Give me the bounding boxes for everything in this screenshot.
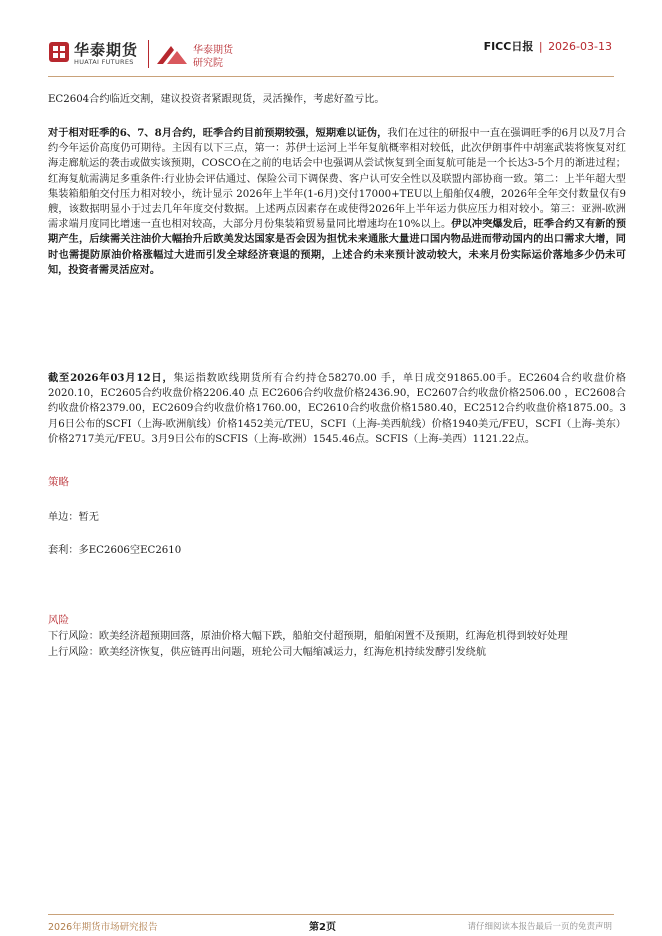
market-data-body: 集运指数欧线期货所有合约持仓58270.00 手，单日成交91865.00手。EC2604合约收盘价格2020.10，EC2605合约收盘价格2206.40 点 EC2606合约收盘价格2436.90，EC2607合约收盘价格2506.00 ，EC2608合约收盘价格2379.00，EC2609合约收盘价格1760.00，EC2610合约收盘价格1580.40，EC2512合约收盘价格1875.00。3月6日公布的SCFI（上海-欧洲航线）价格1452美元/TEU，SCFI（上海-美西航线）价格1940美元/FEU，SCFI（上海-美东）价格2717美元/FEU。3月9日公布的SCFIS（上海-欧洲）1545.46点。SCFIS（上海-美西）1121.22点。 [48, 373, 626, 445]
paragraph-peak-season-analysis [48, 126, 626, 278]
market-data-date: 截至2026年03月12日， [48, 372, 174, 384]
risk-list [48, 629, 626, 661]
title-separator: | [538, 40, 543, 53]
research-institute-logo [155, 40, 245, 70]
risk-title: 风险 [48, 614, 69, 626]
header-rule [48, 76, 614, 77]
report-date: 2026-03-13 [548, 40, 612, 53]
strategy-arbitrage: 套利：多EC2606空EC2610 [48, 545, 182, 556]
footer-rule [48, 914, 614, 915]
footer-report-series: 2026年期货市场研究报告 [48, 922, 158, 933]
research-institute-mark-icon [155, 42, 189, 68]
paragraph-delivery-note: EC2604合约临近交割，建议投资者紧跟现货，灵活操作，考虑好盈亏比。 [48, 94, 385, 105]
report-name: FICC日报 [483, 40, 534, 53]
logo-divider [148, 40, 149, 68]
paragraph-market-data [48, 371, 626, 447]
risk-upside: 上行风险：欧美经济恢复，供应链再出问题，班轮公司大幅缩减运力，红海危机持续发酵引发绕航 [48, 647, 487, 658]
report-title [484, 38, 612, 54]
peak-season-tail: 伊以冲突爆发后，旺季合约又有新的预期产生，后续需关注油价大幅抬升后欧美发达国家是否会因为担忧未来通胀大量进口国内物品进而带动国内的出口需求大增，同时也需提防原油价格涨幅过大进而引发全球经济衰退的预期，上述合约未来预计波动较大，未来月份实际运价落地多少仍未可知，投资者需灵活应对。 [48, 218, 627, 276]
footer-disclaimer-note: 请仔细阅读本报告最后一页的免责声明 [467, 922, 612, 932]
strategy-title: 策略 [48, 476, 69, 488]
institute-name-line1: 华泰期货 [193, 45, 233, 56]
brand-name-en: HUATAI FUTURES [74, 58, 134, 66]
strategy-single: 单边：暂无 [48, 512, 99, 523]
institute-name-line2: 研究院 [193, 58, 223, 69]
brand-name-cn: 华泰期货 [74, 41, 139, 59]
page-header [0, 0, 662, 78]
peak-season-body: 我们在过往的研报中一直在强调旺季的6月以及7月合约今年运价高度仍可期待。主因有以下三点，第一：苏伊士运河上半年复航概率相对较低，此次伊朗事件中胡塞武装将恢复对红海走廊航运的袭击或做实该预期，COSCO在之前的电话会中也强调从尝试恢复到全面复航可能是一个长达3-5个月的渐进过程；红海复航需满足多重条件:行业协会评估通过、保险公司下调保费、客户认可安全性以及联盟内部协商一致。第二：上半年超大型集装箱船舶交付压力相对较小，统计显示 2026年上半年(1-6月)交付17000+TEU以上船舶仅4艘，2026年全年交付数量仅有9艘，该数据明显小于过去几年年度交付数据。上述两点因素存在或使得2026年上半年运力供应压力相对较小。第三：亚洲-欧洲需求端月度同比增速一直也相对较高，大部分月份集装箱贸易量同比增速均在10%以上。 [48, 128, 626, 231]
risk-downside: 下行风险：欧美经济超预期回落，原油价格大幅下跌，船舶交付超预期，船舶闲置不及预期，红海危机得到较好处理 [48, 631, 568, 642]
page-number: 第2页 [309, 922, 336, 933]
huatai-logo-mark-icon [48, 41, 70, 63]
peak-season-lead: 对于相对旺季的6、7、8月合约，旺季合约目前预期较强，短期难以证伪， [48, 127, 388, 139]
huatai-futures-logo [48, 40, 143, 70]
